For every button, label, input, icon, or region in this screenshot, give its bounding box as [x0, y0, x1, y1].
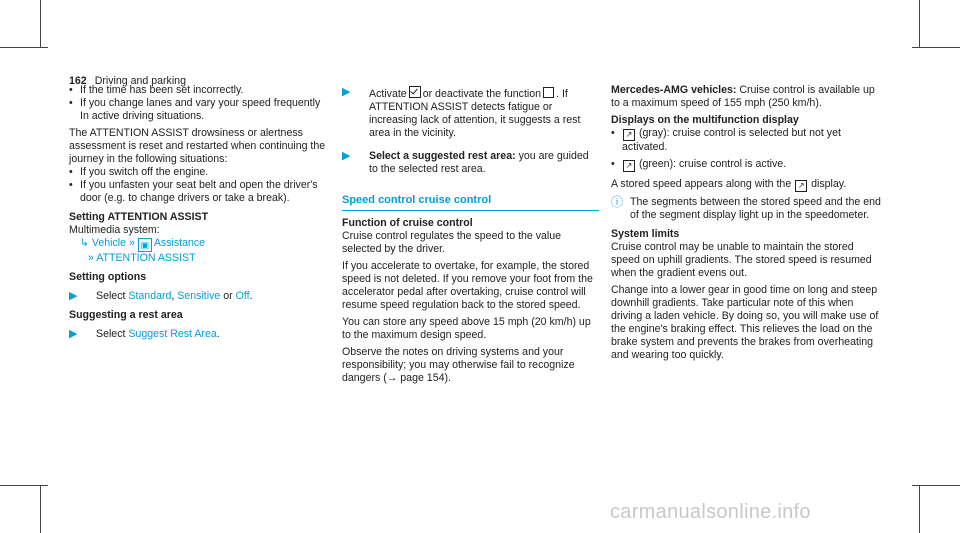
- list-item: • If you change lanes and vary your speed frequently In active driving situations.: [69, 97, 327, 123]
- option-off[interactable]: Off: [235, 290, 250, 302]
- column-middle: [342, 84, 599, 385]
- note: ⓘ The segments between the stored speed and the end of the segment display light up in the speedometer.: [611, 195, 881, 221]
- crop-mark: [40, 0, 41, 48]
- amg-paragraph: Mercedes-AMG vehicles: Cruise control is available up to a maximum speed of 155 mph (250 km/h).: [611, 84, 875, 109]
- section-heading: Speed control cruise control: [342, 194, 599, 211]
- option-standard[interactable]: Standard: [128, 290, 172, 302]
- car-icon: ▣: [138, 238, 152, 252]
- limits-heading: System limits: [611, 228, 680, 240]
- step-suggest-rest: ▶ Select Suggest Rest Area.: [69, 328, 220, 340]
- options-heading: Setting options: [69, 271, 147, 283]
- paragraph: The ATTENTION ASSIST drowsiness or alertness assessment is reset and restarted when continuing the journey in the following situations:: [69, 127, 326, 165]
- column-left: [69, 84, 327, 347]
- crop-mark: [919, 0, 920, 48]
- crop-mark: [0, 485, 48, 486]
- cruise-control-icon: ↗: [795, 180, 807, 192]
- double-chevron-icon: »: [88, 252, 94, 264]
- paragraph: Cruise control regulates the speed to the value selected by the driver.: [342, 230, 562, 255]
- list-item: • If the time has been set incorrectly.: [69, 84, 327, 97]
- crop-mark: [912, 485, 960, 486]
- info-icon: ⓘ: [611, 195, 624, 209]
- crop-mark: [919, 485, 920, 533]
- watermark: carmanualsonline.info: [610, 501, 811, 523]
- list-item: • If you unfasten your seat belt and open the driver's door (e.g. to change drivers or take a break).: [69, 179, 327, 205]
- list-item: • ↗ (gray): cruise control is selected but not yet activated.: [611, 127, 885, 154]
- setting-heading: Setting ATTENTION ASSIST: [69, 211, 209, 223]
- step-arrow-icon: ▶: [69, 290, 78, 302]
- option-sensitive[interactable]: Sensitive: [177, 290, 221, 302]
- crop-mark: [912, 47, 960, 48]
- list-item: • If you switch off the engine.: [69, 166, 327, 179]
- paragraph: A stored speed appears along with the ↗ display.: [611, 178, 847, 190]
- page-number: 162: [69, 75, 87, 87]
- multimedia-label: Multimedia system:: [69, 224, 160, 236]
- displays-heading: Displays on the multifunction display: [611, 114, 799, 126]
- step-arrow-icon: ▶: [342, 150, 351, 162]
- paragraph: You can store any speed above 15 mph (20 km/h) up to the maximum design speed.: [342, 316, 591, 341]
- double-chevron-icon: »: [128, 237, 135, 249]
- cruise-control-icon: ↗: [623, 160, 635, 172]
- paragraph-page-ref[interactable]: Observe the notes on driving systems and your responsibility; you may otherwise fail to recognize dangers (→ page 154).: [342, 346, 575, 384]
- list-item: • ↗ (green): cruise control is active.: [611, 158, 885, 172]
- section-title: Driving and parking: [94, 75, 186, 87]
- step-select-option: ▶ Select Standard, Sensitive or Off.: [69, 290, 253, 302]
- step-select-rest-area: ▶ Select a suggested rest area: you are guided to the selected rest area.: [342, 150, 589, 175]
- step-activate-function: ▶ Activate or deactivate the function . If ATTENTION ASSIST detects fatigue or increasing lack of attention, it suggests a rest area in the vicinity.: [342, 86, 581, 139]
- checkbox-empty-icon: [543, 87, 554, 98]
- crop-mark: [0, 47, 48, 48]
- step-arrow-icon: ▶: [69, 328, 78, 340]
- function-heading: Function of cruise control: [342, 217, 473, 229]
- column-right: [611, 84, 885, 362]
- return-arrow-icon: ↳: [80, 237, 89, 249]
- step-arrow-icon: ▶: [342, 86, 351, 98]
- menu-attention-link[interactable]: ATTENTION ASSIST: [96, 252, 196, 264]
- menu-assistance-link[interactable]: Assistance: [153, 237, 206, 249]
- option-suggest-rest-area[interactable]: Suggest Rest Area: [128, 328, 217, 340]
- menu-path: [69, 237, 327, 252]
- paragraph: Cruise control may be unable to maintain the stored speed on uphill gradients. The stored speed is resumed when the gradient evens out.: [611, 241, 872, 279]
- cruise-control-icon: ↗: [623, 129, 635, 141]
- paragraph: If you accelerate to overtake, for example, the stored speed is not deleted. If you remove your foot from the accelerator pedal after overtaking, cruise control will resume speed regulation back to the stored speed.: [342, 260, 593, 311]
- checkbox-checked-icon: [409, 86, 421, 98]
- paragraph: Change into a lower gear in good time on long and steep downhill gradients. Take particular note of this when driving a laden vehicle. By doing so, you will make use of the engine's braking effect. This relieves the load on the brake system and prevents the brakes from overheating and wearing too quickly.: [611, 284, 879, 361]
- menu-vehicle-link[interactable]: Vehicle: [91, 237, 127, 249]
- crop-mark: [40, 485, 41, 533]
- rest-heading: Suggesting a rest area: [69, 309, 183, 321]
- menu-path-line2: [69, 252, 327, 265]
